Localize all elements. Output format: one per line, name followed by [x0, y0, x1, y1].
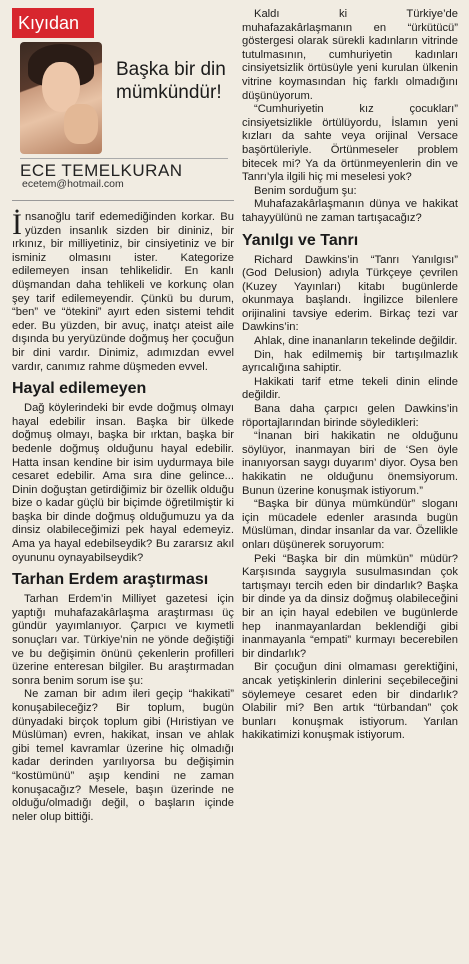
column-header [12, 8, 234, 201]
paragraph-r9: Bana daha çarpıcı gelen Dawkins’in röportajlarından birinde söyledikleri: [242, 403, 458, 429]
paragraph-tarhan-1: Tarhan Erdem’in Milliyet gazetesi için yaptığı muhafazakârlaşma araştırması üç gündür yayımlanıyor. Çarpıcı ve kıymetli sonuçları var. Türkiye’nin ne yönde değiştiği ve bu değişimin önünü çekenlerin profilleri üzerine enteresan bilgiler. Bu araştırmadan sonra benim sorum ise şu: [12, 593, 234, 687]
paragraph-r5: Richard Dawkins’in “Tanrı Yanılgısı” (God Delusion) adıyla Türkçeye çevrilen (Kuzey Yayınları) kitabı bugünlerde okunmaya başlandı. İngilizce bilenlere orijinalini tavsiye ederim. Birkaç tezi var Dawkins’in: [242, 253, 458, 334]
left-body [12, 208, 234, 824]
paragraph-r1: Kaldı ki Türkiye’de muhafazakârlaşmanın en “ürkütücü” göstergesi olarak sürekli kadınların vitrinde tutulmasının, cumhuriyetin kadınları cinsiyetsizlik örtüsüyle yeni kurulan ülkenin vitrine koymasından hiç farklı olmadığını düşünüyorum. [242, 8, 458, 102]
subheading-yanilgi: Yanılgı ve Tanrı [242, 231, 359, 249]
paragraph-r12: Peki “Başka bir din mümkün” müdür? Karşısında saygıyla susulmasından çok tartışmayı tercih eden bir dindarlık? Başka bir dinde ya da dinsiz doğmuş olabileceğini bir an için hayal edebilen ve bugünlerde hep inanmayanlardan beklendiği gibi inanmayanla “empati” kurmayı becerebilen bir dindarlık? [242, 552, 458, 660]
author-email: ecetem@hotmail.com [22, 178, 124, 190]
author-name: ECE TEMELKURAN [20, 158, 228, 181]
paragraph-hayal: Dağ köylerindeki bir evde doğmuş olmayı hayal edebilir insan. Başka bir ülkede doğmuş olmayı, başka bir ırktan, başka bir bedenle doğmuş olduğunu hayal edebilir. Hatta insan kendine bir isim uydurmaya bile cesaret edebilir. Ama sıra dine gelince... Dinin doğuştan getirdiğimiz bir özellik olduğu bize o kadar güçlü bir biçimde öğretilmiştir ki başka bir dinde doğmuş olduğumuzu ya da dinsiz olabileceğimizi pek hayal edemeyiz. Ama ya hayal edebilseydik? Bu zararsız akıl oyununu oynayabilseydik? [12, 402, 234, 564]
section-label: Kıyıdan [12, 8, 94, 38]
subheading-hayal: Hayal edilemeyen [12, 380, 147, 398]
paragraph-r11: “Başka bir dünya mümkündür” sloganı için mücadele edenler arasında bugün Müslüman, dindar insanlar da var. Özellikle onları düşünerek soruyorum: [242, 498, 458, 551]
photo-hand [64, 104, 98, 144]
subheading-tarhan: Tarhan Erdem araştırması [12, 571, 209, 589]
paragraph-r8: Hakikati tarif etme tekeli dinin elinde değildir. [242, 375, 458, 402]
paragraph-r2: “Cumhuriyetin kız çocukları” cinsiyetsizlikle örtülüyordu, İslamın yeni kızları da sahte veya orijinal Versace başörtüleriyle. Örtünmeseler problem bitecek mi? Ya da örtünmeyenlerin din ve Tanrı’yla ilgili hiç mi meselesi yok? [242, 103, 458, 184]
intro-paragraph [12, 208, 234, 374]
headline: Başka bir din mümkündür! [116, 59, 226, 103]
paragraph-tarhan-2: Ne zaman bir adım ileri geçip “hakikati” konuşabileceğiz? Bir toplum, bugün dünyadaki birçok toplum gibi (Hıristiyan ve Müslüman) evren, hakikat, insan ve ahlak gibi temel kavramlar üzerine hiç olmadığı kadar derinden yarılıyorsa bu değişimin “kostümünü” aşıp kendini ne zaman konuşacağız? Mesele, başın üzerinde ne olduğu/olmadığı değil, o başların içinde neler olup bittiği. [12, 688, 234, 823]
paragraph-r13: Bir çocuğun dini olmaması gerektiğini, ancak yetişkinlerin dinlerini seçebileceğini söylemeye cesaret eden bir dindarlık? Olabilir mi? Ben artık “türbandan” çok bunları konuşmak istiyorum. Yarılan hakikatimizi konuşmak istiyorum. [242, 661, 458, 742]
drop-cap: İ [12, 208, 22, 241]
right-column [242, 8, 458, 956]
left-column [12, 8, 234, 956]
paragraph-r3: Benim sorduğum şu: [254, 184, 357, 197]
paragraph-r10: “İnanan biri hakikatin ne olduğunu söylüyor, inanmayan biri de ‘Sen öyle inanıyorsan saygı duyarım’ diyor. Oysa ben hakikatin ne olduğunu önemsiyorum. Bunun üzerine konuşmak istiyorum.” [242, 430, 458, 497]
intro-text: nsanoğlu tarif edemediğinden korkar. Bu yüzden insanlık sizden bir dininiz, bir ırkınız, bir milliyetiniz, bir cinsiyetiniz ve bir isminiz olmasını ister. Kategorize edilemeyen insan tehlikelidir. En kanlı düşmandan daha tehlikeli ve korkunç olan şey tarif edilemeyendir. Çünkü bu durum, “ben” ve “ötekini” ayırt eden sistemi tehdit eder. Bu yüzden, bir avuç, inatçı ateist aile dışında bu yeryüzünde doğmuş her çocuğun bir dini vardır. Dinimiz, adımızdan evvel vardır, canımız rahme düşmeden evvel. [12, 211, 234, 373]
paragraph-r4: Muhafazakârlaşmanın dünya ve hakikat tahayyülünü ne zaman tartışacağız? [242, 198, 458, 224]
paragraph-r7: Din, hak edilmemiş bir tartışılmazlık ayrıcalığına sahiptir. [242, 348, 458, 375]
author-photo [20, 42, 102, 154]
paragraph-r6: Ahlak, dine inananların tekelinde değildir. [254, 335, 458, 348]
